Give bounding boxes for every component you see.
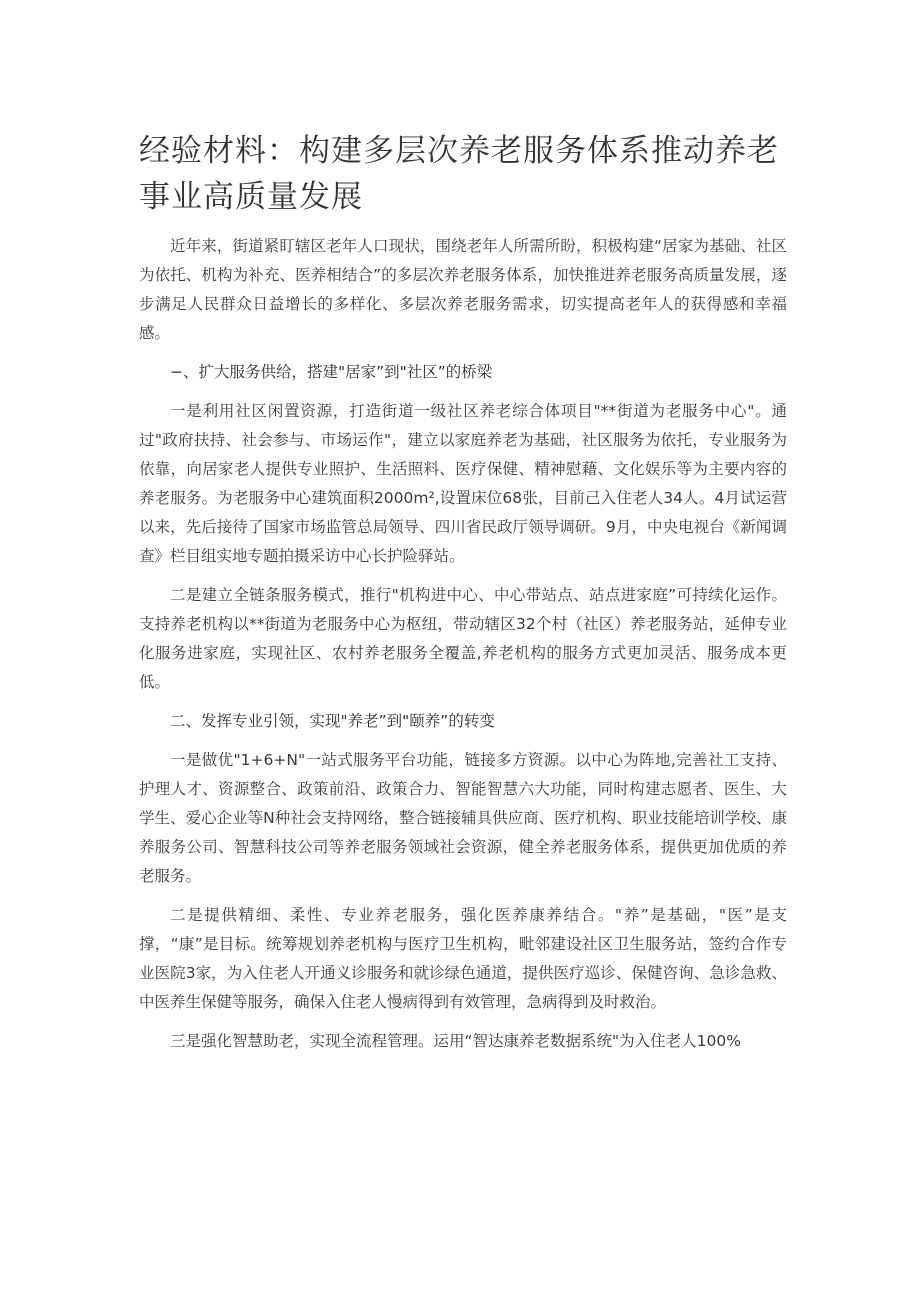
paragraph-2-3: 三是强化智慧助老，实现全流程管理。运用“智达康养老数据系统"为入住老人100% — [170, 1032, 741, 1050]
section-heading-1: −、扩大服务供给，搭建"居家”到"社区”的桥梁 — [170, 363, 493, 381]
paragraph-1-2: 二是建立全链条服务模式，推行"机构进中心、中心带站点、站点进家庭”可持续化运作。支持养老机构以**街道为老服务中心为枢纽，带动辖区32个村（社区）养老服务站，延伸专业化服务进家庭，实现社区、农村养老服务全覆盖,养老机构的服务方式更加灵活、服务成本更低。 — [139, 586, 787, 691]
paragraph-2-1: 一是做优"1+6+N"一站式服务平台功能，链接多方资源。以中心为阵地,完善社工支持、护理人才、资源整合、政策前沿、政策合力、智能智慧六大功能，同时构建志愿者、医生、大学生、爱心企业等N种社会支持网络，整合链接辅具供应商、医疗机构、职业技能培训学校、康养服务公司、智慧科技公司等养老服务领域社会资源，健全养老服务体系，提供更加优质的养老服务。 — [139, 751, 787, 885]
section-heading-2: 二、发挥专业引领，实现"养老”到"颐养”的转变 — [170, 712, 495, 730]
paragraph-2-2: 二是提供精细、柔性、专业养老服务，强化医养康养结合。"养”是基础，"医”是支撑，“康”是目标。统筹规划养老机构与医疗卫生机构，毗邻建设社区卫生服务站，签约合作专业医院3家，为入住老人开通义诊服务和就诊绿色通道，提供医疗巡诊、保健咨询、急诊急救、中医养生保健等服务，确保入住老人慢病得到有效管理，急病得到及时救治。 — [139, 906, 787, 1011]
document-body — [139, 232, 787, 1066]
document-title: 经验材料：构建多层次养老服务体系推动养老事业高质量发展 — [139, 133, 779, 215]
intro-paragraph: 近年来，街道紧盯辖区老年人口现状，围绕老年人所需所盼，积极构建“居家为基础、社区为依托、机构为补充、医养相结合”的多层次养老服务体系，加快推进养老服务高质量发展，逐步满足人民群众日益增长的多样化、多层次养老服务需求，切实提高老年人的获得感和幸福感。 — [139, 237, 787, 342]
paragraph-1-1: 一是利用社区闲置资源，打造街道一级社区养老综合体项目"**街道为老服务中心"。通过"政府扶持、社会参与、市场运作"，建立以家庭养老为基础，社区服务为依托，专业服务为依靠，向居家老人提供专业照护、生活照料、医疗保健、精神慰藉、文化娱乐等为主要内容的养老服务。为老服务中心建筑面积2000m²,设置床位68张，目前己入住老人34人。4月试运营以来，先后接待了国家市场监管总局领导、四川省民政厅领导调研。9月，中央电视台《新闻调查》栏目组实地专题拍摄采访中心长护险驿站。 — [139, 402, 787, 565]
